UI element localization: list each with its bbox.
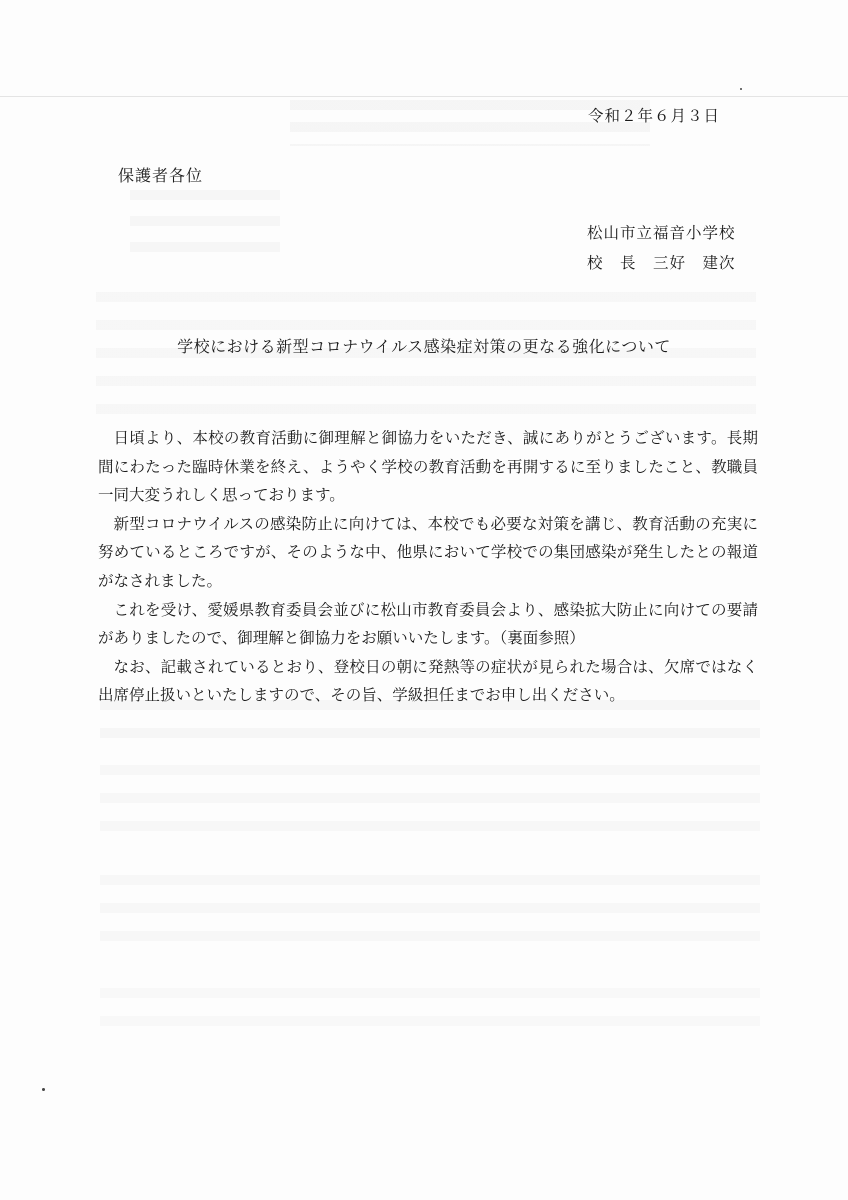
body-paragraph: なお、記載されているとおり、登校日の朝に発熱等の症状が見られた場合は、欠席ではなく出席停止扱いといたしますので、その旨、学級担任までお申し出ください。 <box>98 657 758 705</box>
scan-speck <box>42 1088 45 1091</box>
recipient: 保護者各位 <box>118 166 204 185</box>
bleed-through-block <box>96 292 756 422</box>
sender-block <box>587 218 736 278</box>
school-name: 松山市立福音小学校 <box>587 224 736 242</box>
fold-line <box>0 96 848 97</box>
body-paragraph: 新型コロナウイルスの感染防止に向けては、本校でも必要な対策を講じ、教育活動の充実に努めているところですが、そのような中、他県において学校での集団感染が発生したとの報道がなされました。 <box>98 514 758 590</box>
body-paragraph: これを受け、愛媛県教育委員会並びに松山市教育委員会より、感染拡大防止に向けての要請がありましたので、御理解と御協力をお願いいたします。（裏面参照） <box>98 600 758 648</box>
bleed-through-block <box>100 988 760 1036</box>
principal-name: 校 長 三好 建次 <box>587 254 736 272</box>
scan-speck <box>740 88 742 90</box>
body-paragraph: 日頃より、本校の教育活動に御理解と御協力をいただき、誠にありがとうございます。長期間にわたった臨時休業を終え、ようやく学校の教育活動を再開するに至りましたこと、教職員一同大変うれしく思っております。 <box>98 429 758 505</box>
bleed-through-block <box>100 875 760 955</box>
issue-date: 令和２年６月３日 <box>588 107 721 125</box>
bleed-through-block <box>100 765 760 845</box>
bleed-through-block <box>130 190 280 266</box>
document-title: 学校における新型コロナウイルス感染症対策の更なる強化について <box>177 337 671 356</box>
document-body <box>98 424 758 710</box>
